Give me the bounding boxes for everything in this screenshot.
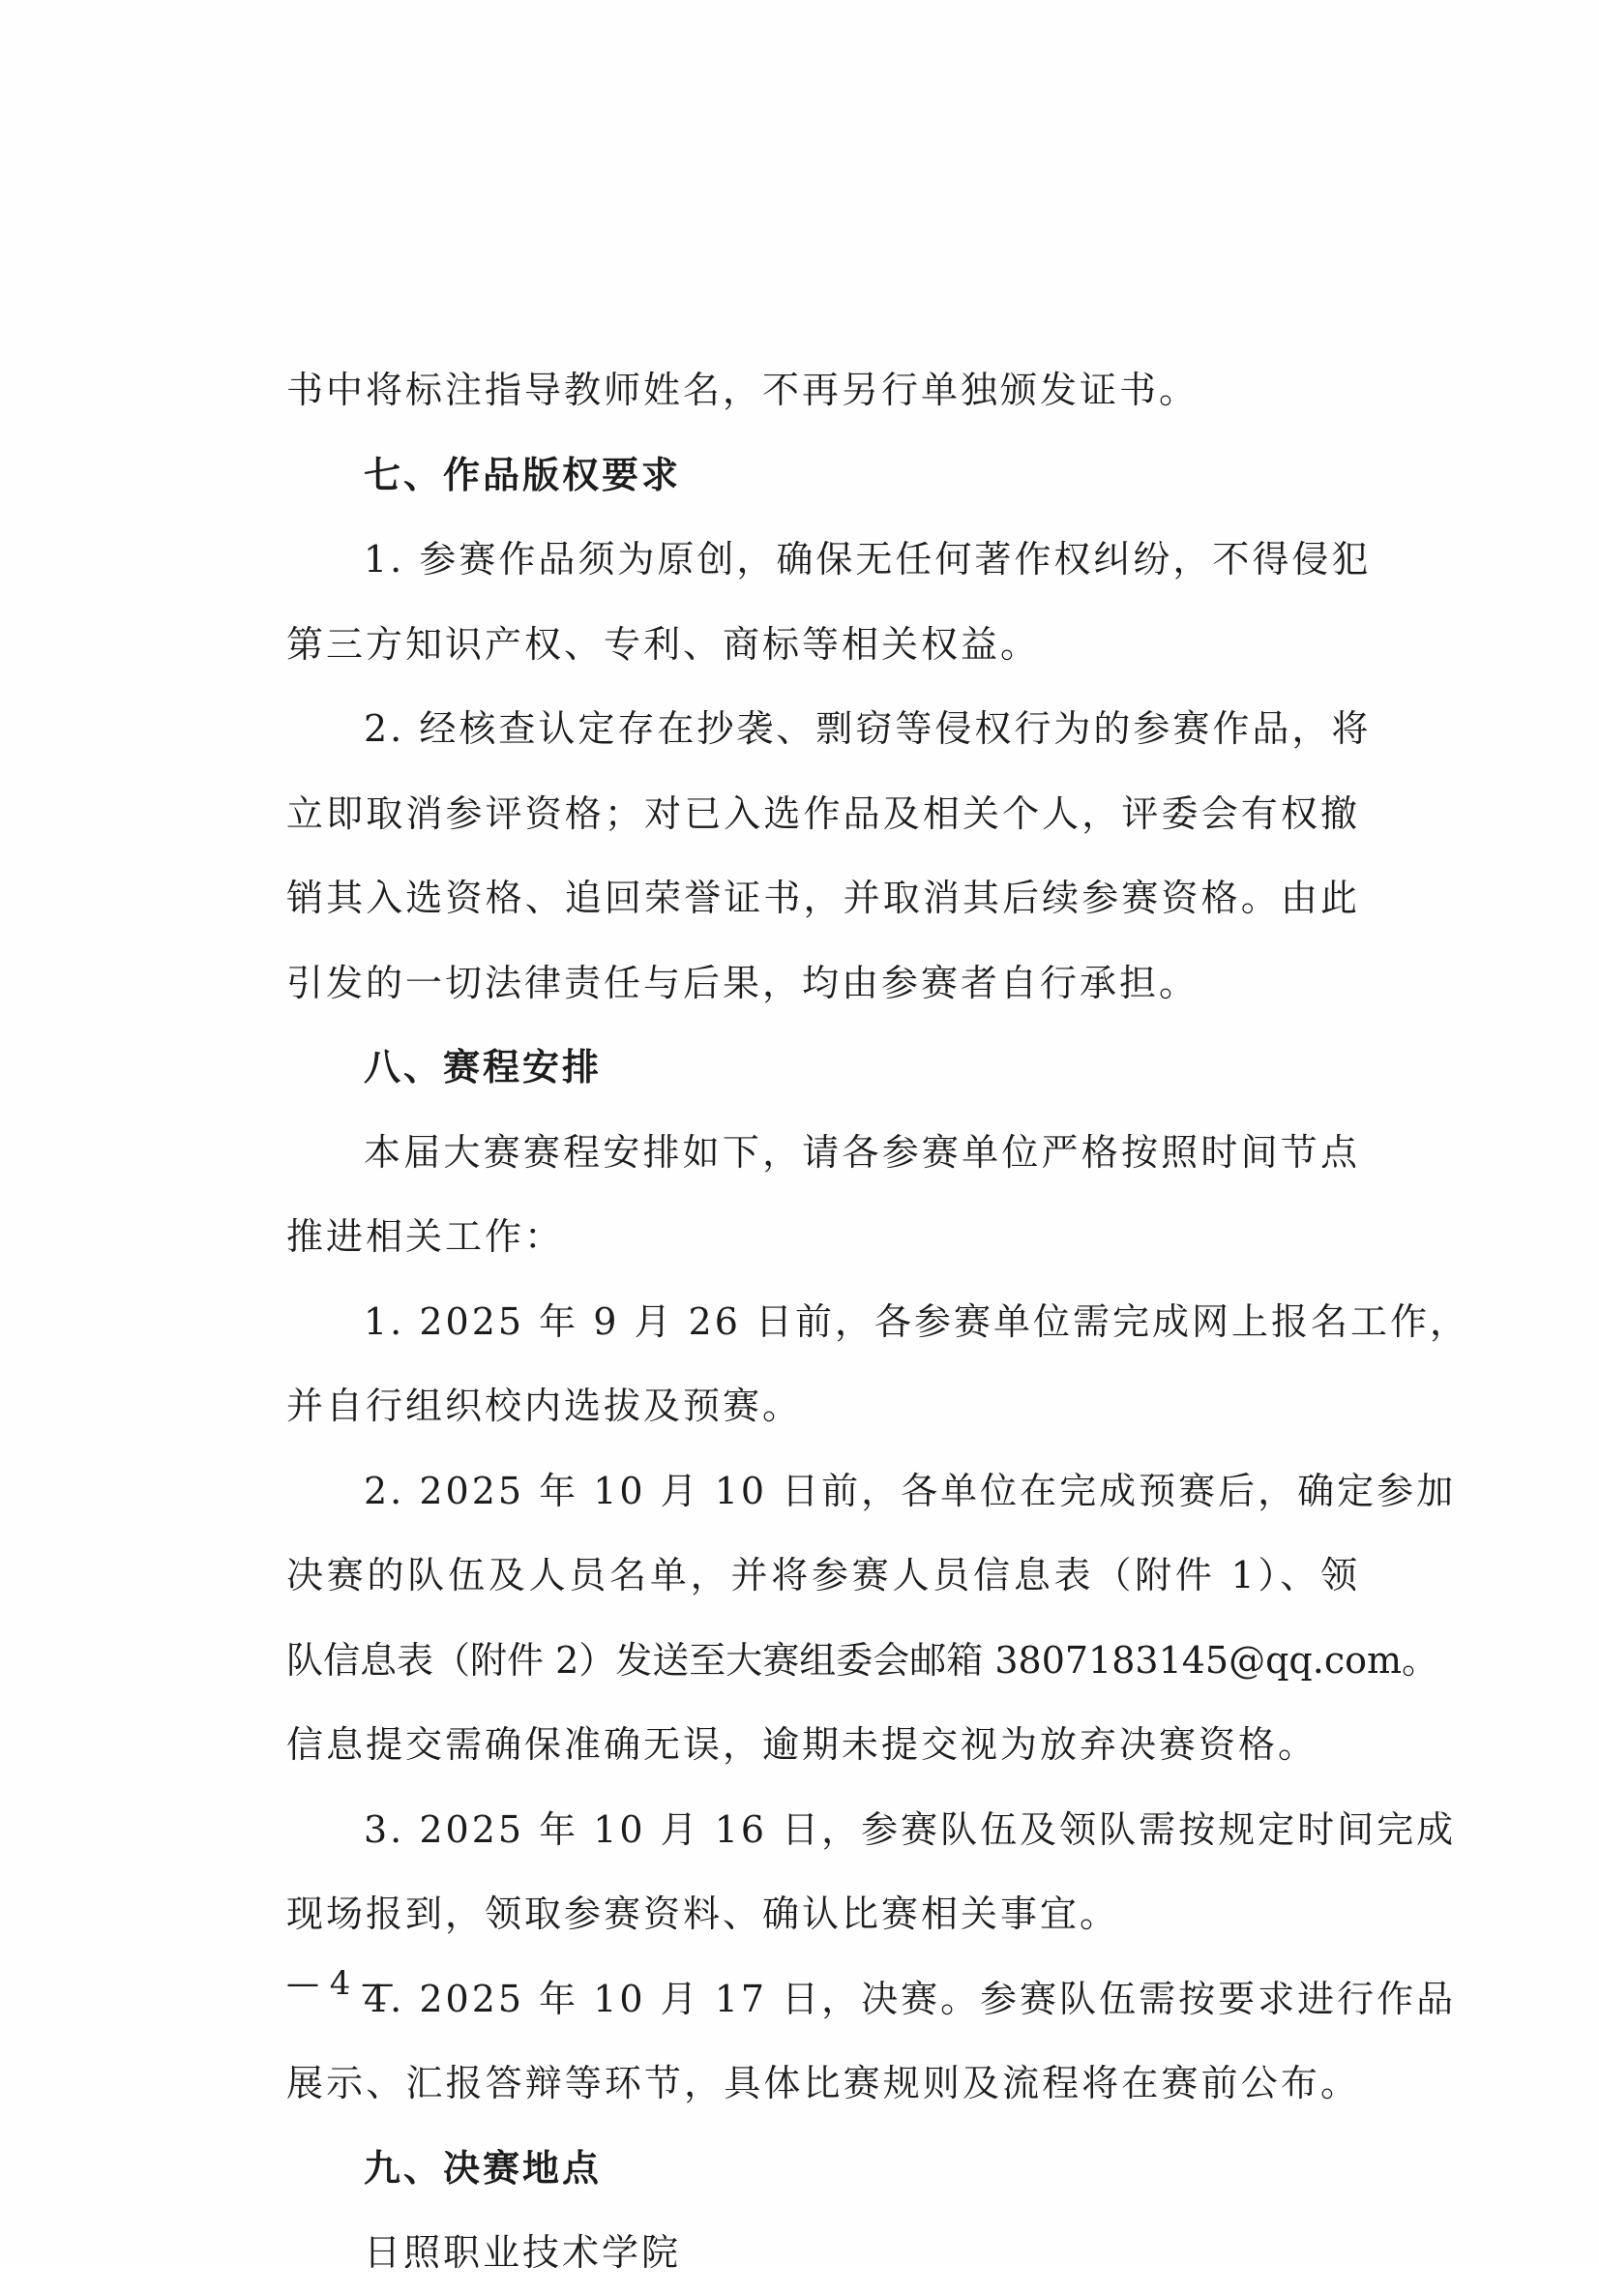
body-line: 推进相关工作：: [286, 1215, 565, 1258]
section-heading-venue: 九、决赛地点: [364, 2146, 603, 2190]
body-line: 1. 2025 年 9 月 26 日前，各参赛单位需完成网上报名工作，: [364, 1299, 1469, 1343]
body-line: 销其入选资格、追回荣誉证书，并取消其后续参赛资格。由此: [286, 877, 1360, 919]
body-line: 决赛的队伍及人员名单，并将参赛人员信息表（附件 1）、领: [286, 1554, 1360, 1596]
body-line: 信息提交需确保准确无误，逾期未提交视为放弃决赛资格。: [286, 1723, 1318, 1766]
body-line: 本届大赛赛程安排如下，请各参赛单位严格按照时间节点: [364, 1130, 1360, 1174]
body-line: 2. 2025 年 10 月 10 日前，各单位在完成预赛后，确定参加: [364, 1469, 1457, 1512]
body-line: 3. 2025 年 10 月 16 日，参赛队伍及领队需按规定时间完成: [364, 1807, 1457, 1851]
body-line: 展示、汇报答辩等环节，具体比赛规则及流程将在赛前公布。: [286, 2062, 1360, 2104]
body-line: 书中将标注指导教师姓名，不再另行单独颁发证书。: [286, 369, 1199, 411]
page-number: — 4 —: [286, 1964, 395, 2003]
section-heading-schedule: 八、赛程安排: [364, 1046, 603, 1088]
body-line: 4. 2025 年 10 月 17 日，决赛。参赛队伍需按要求进行作品: [364, 1977, 1457, 2020]
body-line: 并自行组织校内选拔及预赛。: [286, 1385, 803, 1427]
body-line: 现场报到，领取参赛资料、确认比赛相关事宜。: [286, 1893, 1120, 1935]
body-line: 引发的一切法律责任与后果，均由参赛者自行承担。: [286, 961, 1199, 1004]
body-line: 1. 参赛作品须为原创，确保无任何著作权纠纷，不得侵犯: [364, 538, 1372, 581]
body-line: 日照职业技术学院: [364, 2231, 682, 2274]
section-heading-copyright: 七、作品版权要求: [364, 453, 682, 496]
body-line: 队信息表（附件 2）发送至大赛组委会邮箱 3807183145@qq.com。: [286, 1638, 1439, 1682]
body-line: 第三方知识产权、专利、商标等相关权益。: [286, 622, 1041, 666]
body-line: 2. 经核查认定存在抄袭、剽窃等侵权行为的参赛作品，将: [364, 707, 1372, 750]
body-line: 立即取消参评资格；对已入选作品及相关个人，评委会有权撤: [286, 791, 1360, 835]
document-body: [286, 348, 1469, 2296]
